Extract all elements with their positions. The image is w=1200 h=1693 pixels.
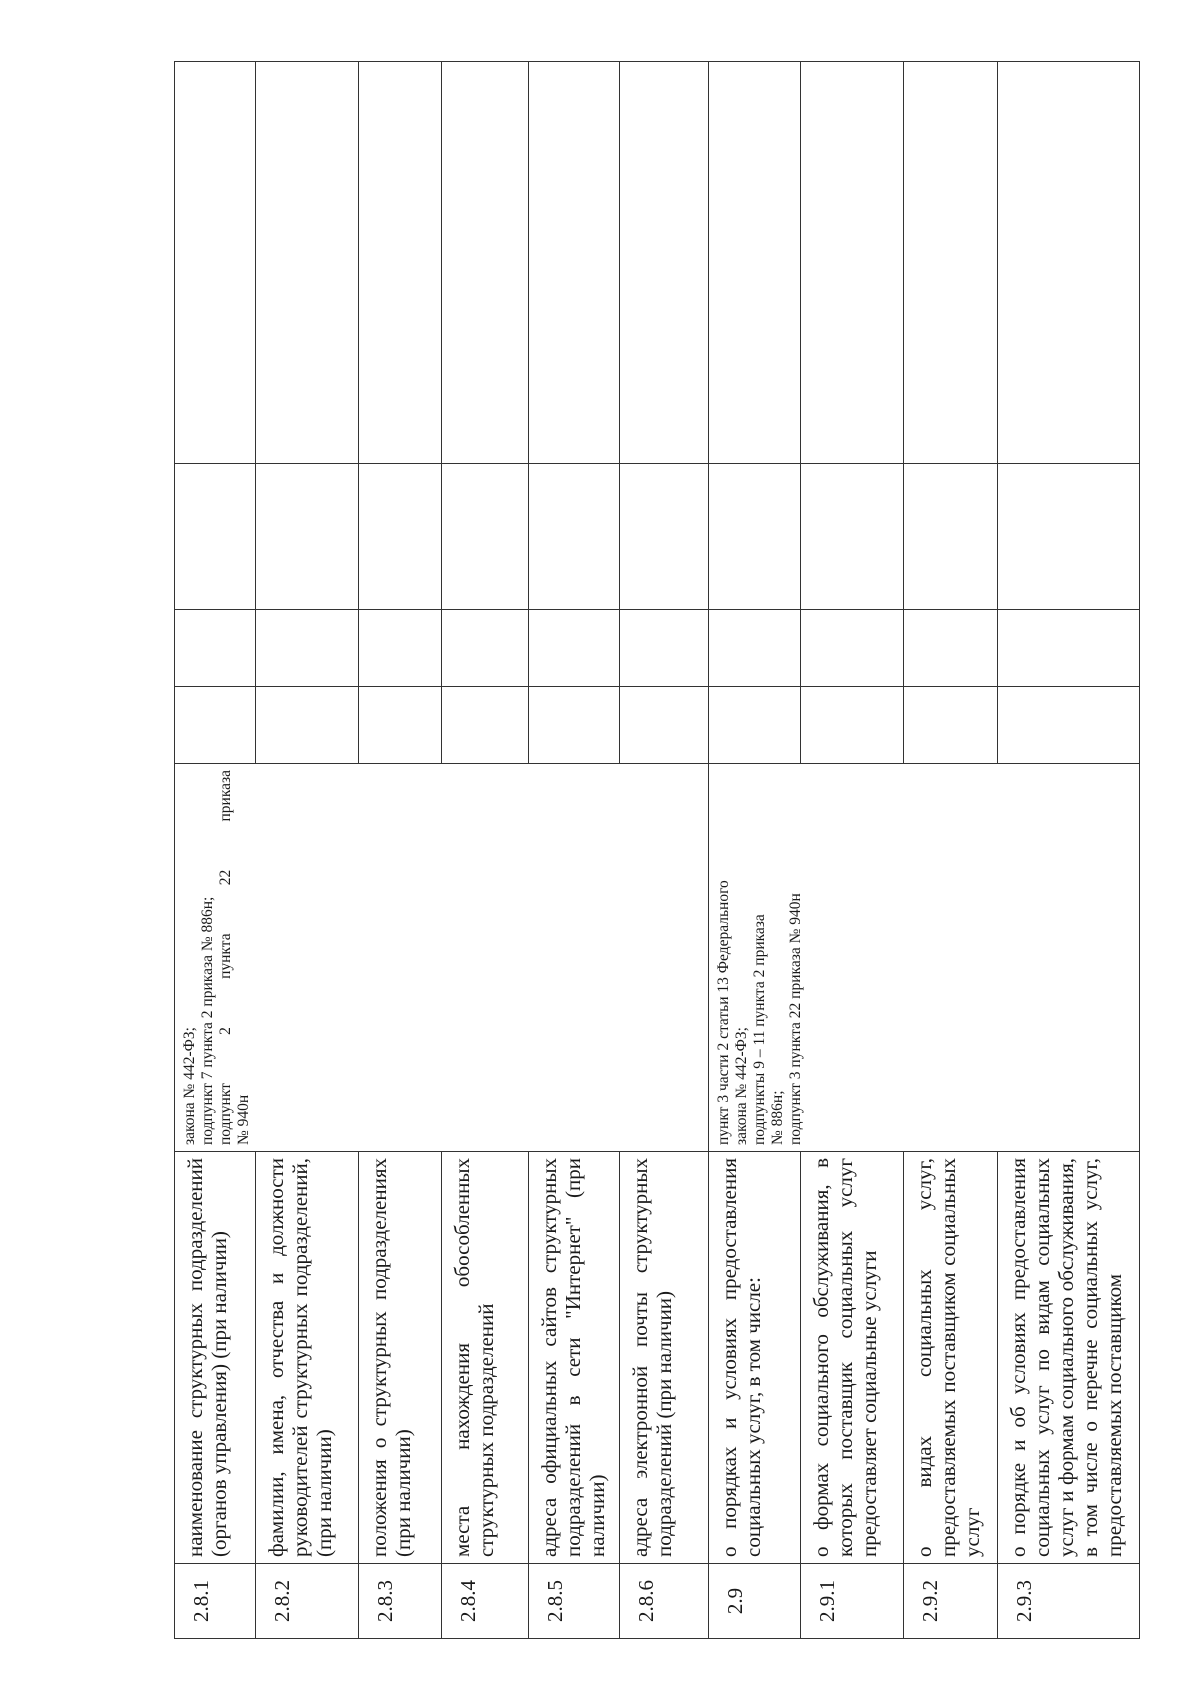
empty-cell	[709, 610, 801, 687]
empty-cell	[800, 464, 903, 610]
row-description: положения о структурных подразделениях (при наличии)	[359, 1152, 441, 1564]
legal-basis-cell	[175, 764, 709, 1152]
empty-cell	[256, 687, 359, 764]
row-number: 2.9	[709, 1564, 801, 1639]
empty-cell	[709, 687, 801, 764]
empty-cell	[175, 687, 256, 764]
empty-cell	[800, 687, 903, 764]
empty-cell	[998, 687, 1140, 764]
row-description: о порядке и об условиях предоставления социальных услуг по видам социальных услуг и формам социального обслуживания, в том числе о перечне социальных услуг, предоставляемых поставщиком	[998, 1152, 1140, 1564]
empty-cell	[904, 464, 998, 610]
row-number: 2.8.6	[619, 1564, 709, 1639]
empty-cell	[175, 610, 256, 687]
legal-basis-line: закона № 442-ФЗ;	[181, 1027, 198, 1145]
legal-basis-line: № 886н;	[769, 1090, 787, 1145]
row-number: 2.9.3	[998, 1564, 1140, 1639]
empty-cell	[904, 62, 998, 464]
row-description: о видах социальных услуг, предоставляемых поставщиком социальных услуг	[904, 1152, 998, 1564]
legal-basis-line: подпункт 7 пункта 2 приказа № 886н;	[199, 896, 216, 1145]
row-number: 2.8.2	[256, 1564, 359, 1639]
empty-cell	[175, 464, 256, 610]
row-description: фамилии, имена, отчества и должности руководителей структурных подразделений, (при наличии)	[256, 1152, 359, 1564]
empty-cell	[441, 62, 528, 464]
empty-cell	[619, 610, 709, 687]
empty-cell	[709, 62, 801, 464]
empty-cell	[619, 687, 709, 764]
row-number: 2.9.1	[800, 1564, 903, 1639]
row-description: адреса электронной почты структурных подразделений (при наличии)	[619, 1152, 709, 1564]
empty-cell	[441, 687, 528, 764]
legal-basis-line: подпункты 9 – 11 пункта 2 приказа	[751, 914, 769, 1145]
empty-cell	[619, 464, 709, 610]
row-number: 2.9.2	[904, 1564, 998, 1639]
empty-cell	[175, 62, 256, 464]
row-description: адреса официальных сайтов структурных подразделений в сети "Интернет" (при наличии)	[528, 1152, 619, 1564]
empty-cell	[998, 610, 1140, 687]
empty-cell	[359, 687, 441, 764]
empty-cell	[528, 62, 619, 464]
empty-cell	[528, 464, 619, 610]
empty-cell	[256, 610, 359, 687]
empty-cell	[709, 464, 801, 610]
rotated-table-wrapper	[174, 62, 1140, 1639]
empty-cell	[528, 610, 619, 687]
empty-cell	[441, 464, 528, 610]
empty-cell	[904, 687, 998, 764]
row-number: 2.8.5	[528, 1564, 619, 1639]
empty-cell	[800, 610, 903, 687]
empty-cell	[998, 464, 1140, 610]
empty-cell	[441, 610, 528, 687]
row-description: о формах социального обслуживания, в которых поставщик социальных услуг предоставляет социальные услуги	[800, 1152, 903, 1564]
legal-basis-line: закона № 442-ФЗ;	[733, 1027, 751, 1145]
empty-cell	[998, 62, 1140, 464]
empty-cell	[528, 687, 619, 764]
empty-cell	[359, 610, 441, 687]
table-row	[175, 62, 256, 1639]
table-row	[709, 62, 801, 1639]
empty-cell	[619, 62, 709, 464]
row-number: 2.8.1	[175, 1564, 256, 1639]
empty-cell	[359, 62, 441, 464]
row-description: места нахождения обособленных структурных подразделений	[441, 1152, 528, 1564]
legal-basis-line: пункт 3 части 2 статьи 13 Федерального	[715, 880, 733, 1145]
legal-basis-cell	[709, 764, 1140, 1152]
empty-cell	[256, 62, 359, 464]
row-number: 2.8.3	[359, 1564, 441, 1639]
empty-cell	[800, 62, 903, 464]
legal-basis-line: № 940н	[235, 1094, 252, 1145]
requirements-table	[174, 61, 1140, 1639]
empty-cell	[256, 464, 359, 610]
empty-cell	[359, 464, 441, 610]
row-number: 2.8.4	[441, 1564, 528, 1639]
legal-basis-line: подпункт 2 пункта 22 приказа	[217, 770, 234, 1145]
row-description: о порядках и условиях предоставления социальных услуг, в том числе:	[709, 1152, 801, 1564]
legal-basis-line: подпункт 3 пункта 22 приказа № 940н	[787, 893, 805, 1145]
empty-cell	[904, 610, 998, 687]
row-description: наименование структурных подразделений (органов управления) (при наличии)	[175, 1152, 256, 1564]
